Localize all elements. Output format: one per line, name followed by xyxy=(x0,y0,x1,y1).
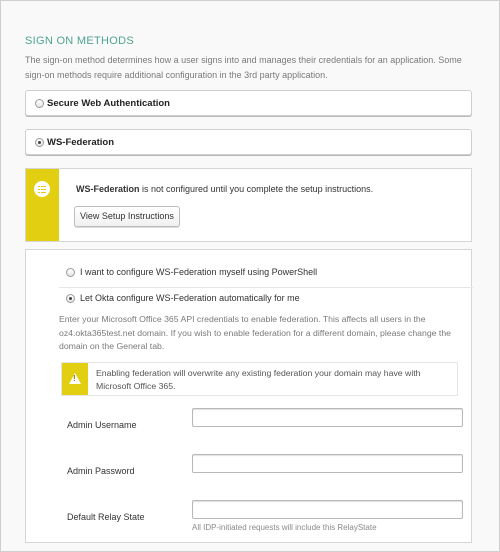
radio-button[interactable] xyxy=(35,99,44,108)
warning-icon xyxy=(69,373,81,384)
view-setup-instructions-button[interactable]: View Setup Instructions xyxy=(74,206,180,227)
relay-state-hint: All IDP-initiated requests will include this RelayState xyxy=(192,523,377,532)
admin-password-input[interactable] xyxy=(192,454,463,473)
radio-button-selected[interactable] xyxy=(66,294,75,303)
warning-accent-bar xyxy=(62,363,88,395)
section-title: SIGN ON METHODS xyxy=(25,35,135,47)
notice-accent-bar xyxy=(26,169,59,241)
method-option-secure-web-auth[interactable] xyxy=(25,90,472,116)
admin-password-label: Admin Password xyxy=(67,466,135,476)
warning-box xyxy=(61,362,458,396)
notice-text: is not configured until you complete the setup instructions. xyxy=(139,184,374,194)
divider xyxy=(59,287,473,288)
config-option-okta-auto[interactable] xyxy=(66,294,386,306)
method-label: Secure Web Authentication xyxy=(47,98,170,109)
method-label: WS-Federation xyxy=(47,137,115,148)
option-label: I want to configure WS-Federation myself using PowerShell xyxy=(80,267,318,277)
method-option-ws-federation[interactable] xyxy=(25,129,472,155)
notice-message xyxy=(76,184,373,194)
config-option-powershell[interactable] xyxy=(66,268,386,280)
warning-text: Enabling federation will overwrite any existing federation your domain may have with Microsoft Office 365. xyxy=(96,368,421,391)
ws-federation-config-panel xyxy=(25,249,472,543)
option-label: Let Okta configure WS-Federation automatically for me xyxy=(80,293,300,303)
default-relay-state-input[interactable] xyxy=(192,500,463,519)
list-icon xyxy=(34,181,50,197)
radio-button-selected[interactable] xyxy=(35,138,44,147)
section-description: The sign-on method determines how a user signs into and manages their credentials for an application. Some sign-on methods require additional configuration in the 3rd party application. xyxy=(25,55,462,80)
admin-username-input[interactable] xyxy=(192,408,463,427)
default-relay-state-label: Default Relay State xyxy=(67,512,145,522)
help-text: Enter your Microsoft Office 365 API credentials to enable federation. This affects all users in the oz4.okta365test.net domain. If you wish to enable federation for a different domain, please change the domain on the General tab. xyxy=(59,314,452,351)
admin-username-label: Admin Username xyxy=(67,420,137,430)
notice-strong-text: WS-Federation xyxy=(76,184,140,194)
radio-button[interactable] xyxy=(66,268,75,277)
setup-notice xyxy=(25,168,472,242)
